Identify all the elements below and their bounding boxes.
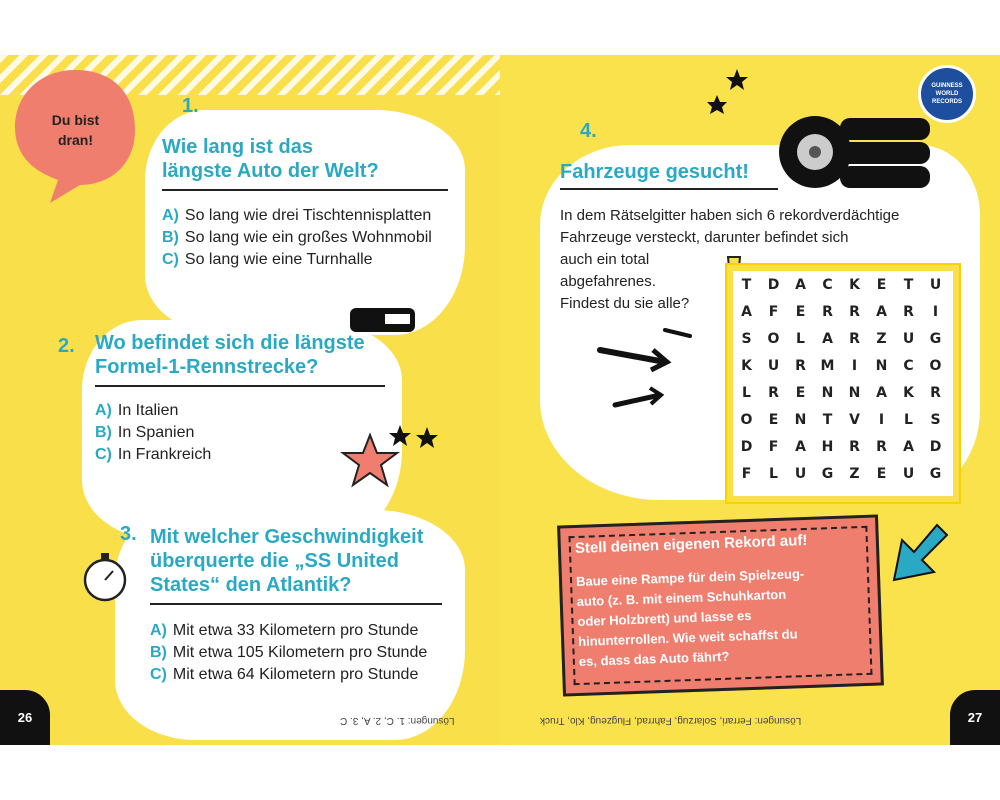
- answer-option[interactable]: A) So lang wie drei Tischtennisplatten: [162, 207, 432, 224]
- grid-row: [733, 271, 953, 298]
- grid-cell[interactable]: I: [932, 303, 939, 320]
- speech-bubble-text: Du bist dran!: [51, 112, 100, 148]
- record-challenge-box: [557, 514, 884, 696]
- grid-cell[interactable]: A: [876, 303, 887, 320]
- star-icon: [335, 425, 445, 495]
- word-search-grid: [727, 265, 959, 502]
- grid-cell[interactable]: E: [876, 276, 887, 293]
- answer-list-2: [95, 400, 211, 466]
- blue-arrow-icon: [882, 520, 952, 590]
- grid-cell[interactable]: E: [795, 303, 806, 320]
- grid-cell[interactable]: O: [767, 330, 780, 347]
- puzzle-intro: In dem Rätselgitter haben sich 6 rekordverdächtige Fahrzeuge versteckt, darunter befindet sich auch ein total abgefahrenes. Findest du sie alle?: [560, 207, 900, 312]
- record-title: Stell deinen eigenen Rekord auf!: [574, 531, 808, 558]
- answer-option[interactable]: C) Mit etwa 64 Kilometern pro Stunde: [150, 666, 419, 683]
- grid-cell[interactable]: L: [769, 465, 778, 482]
- question-number-4: 4.: [580, 120, 597, 142]
- answer-list-3: [150, 620, 427, 686]
- puzzle-title: Fahrzeuge gesucht!: [560, 161, 749, 183]
- grid-cell[interactable]: R: [849, 303, 860, 320]
- grid-cell[interactable]: C: [903, 357, 914, 374]
- grid-cell[interactable]: A: [876, 384, 887, 401]
- answer-option[interactable]: A) Mit etwa 33 Kilometern pro Stunde: [150, 622, 419, 639]
- divider: [150, 603, 442, 605]
- answer-option[interactable]: C) So lang wie eine Turnhalle: [162, 251, 373, 268]
- grid-cell[interactable]: C: [822, 276, 833, 293]
- grid-cell[interactable]: M: [820, 357, 835, 374]
- grid-cell[interactable]: R: [876, 438, 887, 455]
- grid-cell[interactable]: U: [902, 465, 915, 482]
- divider: [560, 188, 778, 190]
- question-number-1: 1.: [182, 95, 199, 117]
- grid-cell[interactable]: A: [741, 303, 752, 320]
- page-number: 26: [0, 690, 50, 745]
- grid-cell[interactable]: R: [849, 330, 860, 347]
- grid-cell[interactable]: I: [878, 411, 885, 428]
- guinness-logo: GUINNESS WORLD RECORDS: [918, 65, 976, 123]
- question-title-2: Wo befindet sich die längste Formel-1-Rennstrecke?: [95, 332, 365, 378]
- grid-cell[interactable]: Z: [876, 330, 887, 347]
- question-title-1: Wie lang ist das längste Auto der Welt?: [162, 136, 379, 182]
- grid-cell[interactable]: Z: [849, 465, 860, 482]
- answer-option[interactable]: C) In Frankreich: [95, 446, 212, 463]
- grid-cell[interactable]: K: [849, 276, 860, 293]
- grid-cell[interactable]: N: [821, 384, 834, 401]
- grid-cell[interactable]: I: [851, 357, 858, 374]
- grid-cell[interactable]: N: [848, 384, 861, 401]
- page-number: 27: [950, 690, 1000, 745]
- grid-cell[interactable]: G: [929, 330, 942, 347]
- grid-cell[interactable]: E: [768, 411, 779, 428]
- arrow-icon: [595, 320, 715, 420]
- grid-row: [733, 352, 953, 379]
- grid-cell[interactable]: S: [741, 330, 752, 347]
- grid-cell[interactable]: U: [767, 357, 780, 374]
- question-title-3: Mit welcher Geschwindigkeit überquerte die „SS United States“ den Atlantik?: [150, 526, 424, 596]
- question-number-2: 2.: [58, 335, 75, 357]
- grid-cell[interactable]: U: [929, 276, 942, 293]
- grid-cell[interactable]: L: [904, 411, 913, 428]
- grid-cell[interactable]: G: [821, 465, 834, 482]
- grid-cell[interactable]: K: [741, 357, 752, 374]
- grid-cell[interactable]: D: [929, 438, 942, 455]
- grid-cell[interactable]: E: [795, 384, 806, 401]
- grid-row: [733, 325, 953, 352]
- grid-cell[interactable]: D: [767, 276, 780, 293]
- tire-icon: [775, 110, 935, 195]
- divider: [162, 189, 448, 191]
- grid-cell[interactable]: R: [795, 357, 806, 374]
- grid-cell[interactable]: T: [903, 276, 914, 293]
- answer-option[interactable]: B) Mit etwa 105 Kilometern pro Stunde: [150, 644, 428, 661]
- grid-cell[interactable]: T: [741, 276, 752, 293]
- measuring-tape-icon: [345, 300, 420, 340]
- answer-option[interactable]: B) In Spanien: [95, 424, 195, 441]
- grid-cell[interactable]: N: [794, 411, 807, 428]
- star-icon: [705, 67, 755, 117]
- answer-option[interactable]: A) In Italien: [95, 402, 179, 419]
- answer-list-1: [162, 205, 432, 271]
- grid-row: [733, 406, 953, 433]
- grid-cell[interactable]: D: [740, 438, 753, 455]
- stopwatch-icon: [78, 547, 133, 607]
- grid-cell[interactable]: S: [930, 411, 941, 428]
- grid-cell[interactable]: L: [796, 330, 805, 347]
- grid-cell[interactable]: G: [929, 465, 942, 482]
- grid-cell[interactable]: H: [821, 438, 834, 455]
- grid-cell[interactable]: F: [768, 438, 779, 455]
- left-page: [0, 55, 500, 745]
- grid-cell[interactable]: R: [822, 303, 833, 320]
- grid-cell[interactable]: R: [768, 384, 779, 401]
- grid-cell[interactable]: A: [822, 330, 833, 347]
- solution-text: Lösungen: Ferrari, Solarzug, Fahrrad, Flugzeug, Klo, Truck: [540, 715, 802, 726]
- answer-option[interactable]: B) So lang wie ein großes Wohnmobil: [162, 229, 432, 246]
- grid-row: [733, 298, 953, 325]
- grid-cell[interactable]: V: [849, 411, 860, 428]
- grid-cell[interactable]: A: [903, 438, 914, 455]
- grid-cell[interactable]: O: [929, 357, 942, 374]
- grid-row: [733, 460, 953, 487]
- grid-cell[interactable]: F: [768, 303, 779, 320]
- grid-cell[interactable]: L: [742, 384, 751, 401]
- grid-cell[interactable]: F: [741, 465, 752, 482]
- grid-row: [733, 433, 953, 460]
- record-text: Baue eine Rampe für dein Spielzeug- auto (z. B. mit einem Schuhkarton oder Holzbrett) und lasse es hinunterrollen. Wie weit schaffst du es, dass das Auto fährt?: [575, 566, 805, 669]
- divider: [95, 385, 385, 387]
- grid-cell[interactable]: O: [740, 411, 753, 428]
- grid-cell[interactable]: K: [903, 384, 914, 401]
- grid-cell[interactable]: E: [876, 465, 887, 482]
- question-number-3: 3.: [120, 523, 137, 545]
- grid-cell[interactable]: T: [822, 411, 833, 428]
- grid-cell[interactable]: R: [903, 303, 914, 320]
- grid-cell[interactable]: A: [795, 276, 806, 293]
- grid-cell[interactable]: N: [875, 357, 888, 374]
- grid-row: [733, 379, 953, 406]
- grid-cell[interactable]: U: [902, 330, 915, 347]
- solution-text: Lösungen: 1. C, 2. A, 3. C: [340, 715, 455, 726]
- grid-cell[interactable]: R: [849, 438, 860, 455]
- grid-cell[interactable]: A: [795, 438, 806, 455]
- grid-cell[interactable]: U: [794, 465, 807, 482]
- grid-cell[interactable]: R: [930, 384, 941, 401]
